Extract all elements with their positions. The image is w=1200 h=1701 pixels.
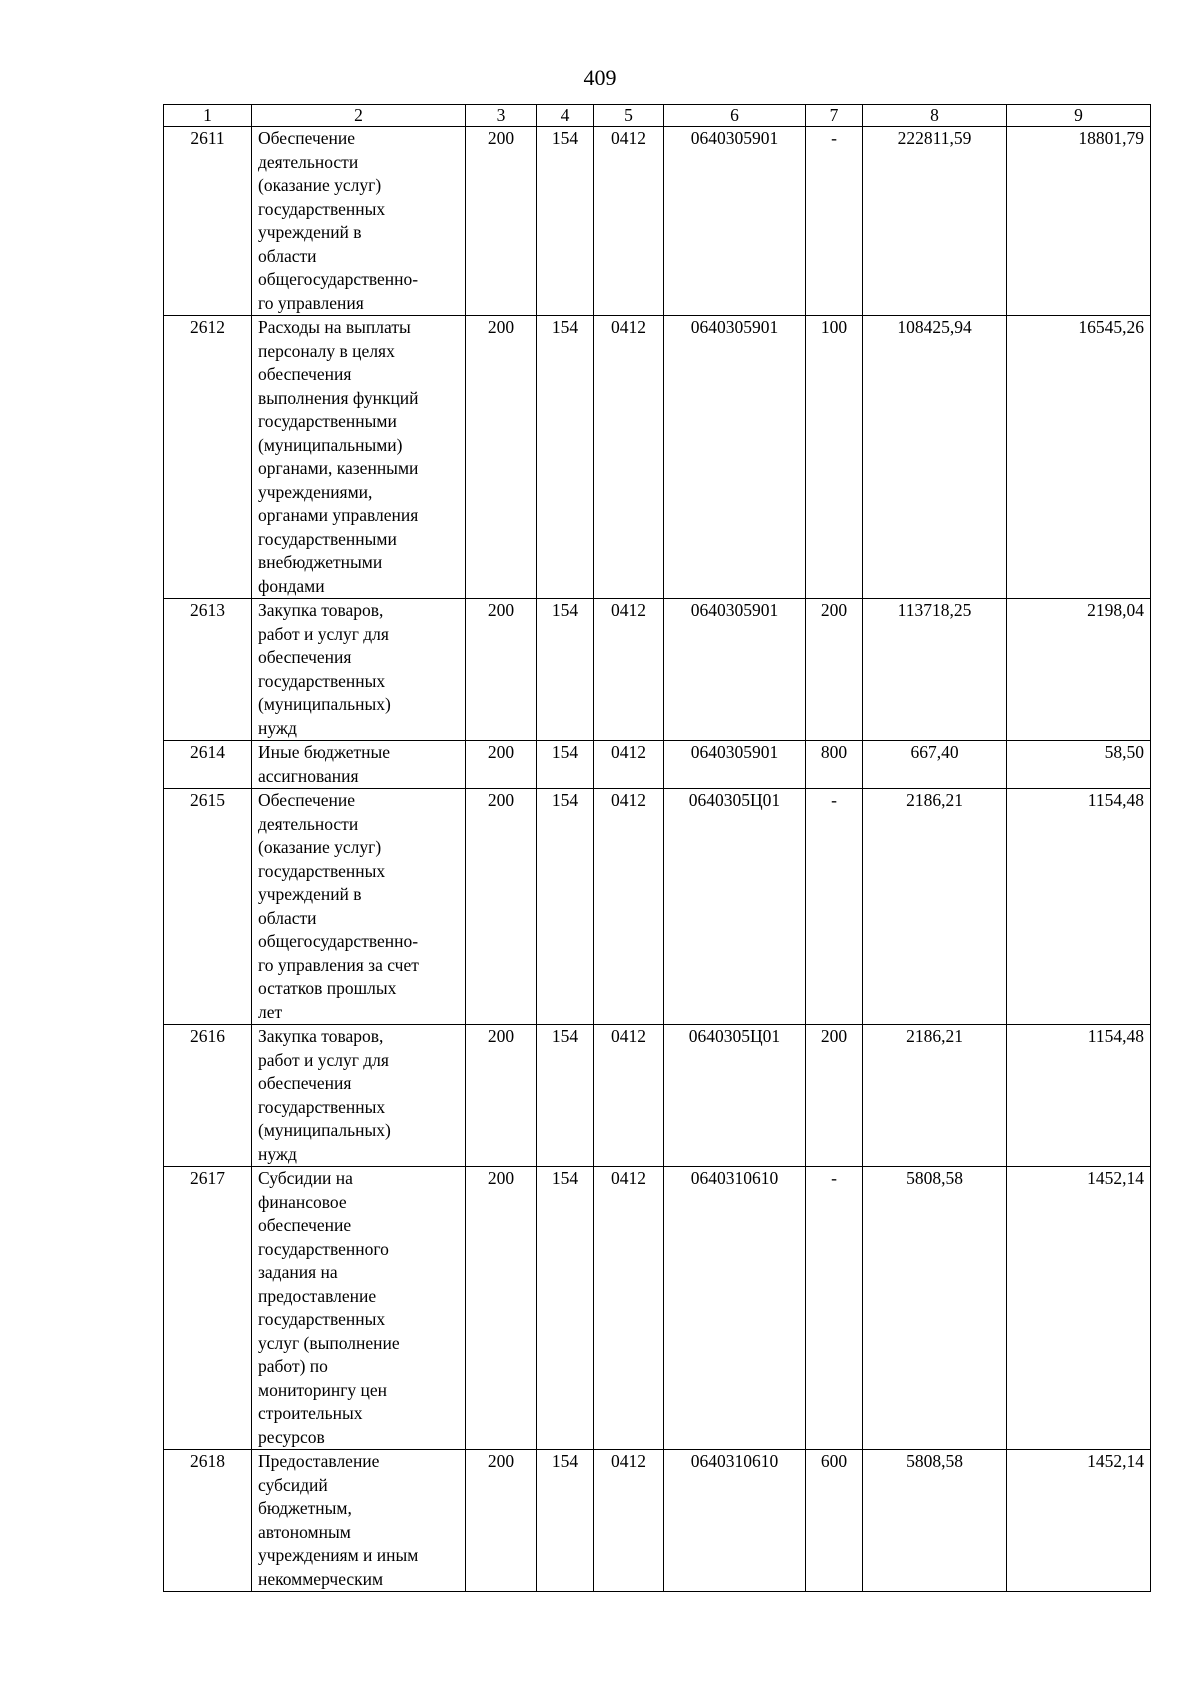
col-8-amount: 2186,21 <box>863 1025 1007 1167</box>
col-7-code: 200 <box>806 599 863 741</box>
col-5-code: 0412 <box>594 127 664 316</box>
description-text: Обеспечение деятельности (оказание услуг) государственных учреждений в области общегосударственно- го управления <box>258 128 419 313</box>
col-5-code: 0412 <box>594 599 664 741</box>
col-8-amount: 108425,94 <box>863 316 1007 599</box>
row-number: 2616 <box>164 1025 252 1167</box>
col-9-amount: 1154,48 <box>1007 789 1151 1025</box>
header-row <box>164 105 1151 127</box>
col-8-amount: 5808,58 <box>863 1167 1007 1450</box>
column-header-3: 3 <box>466 105 537 127</box>
col-3-code: 200 <box>466 1167 537 1450</box>
col-3-code: 200 <box>466 1025 537 1167</box>
col-7-code: 200 <box>806 1025 863 1167</box>
table-row <box>164 1167 1151 1450</box>
row-number: 2615 <box>164 789 252 1025</box>
col-8-amount: 222811,59 <box>863 127 1007 316</box>
row-description <box>252 741 466 789</box>
column-header-4: 4 <box>537 105 594 127</box>
description-text: Субсидии на финансовое обеспечение государственного задания на предоставление государственных услуг (выполнение работ) по мониторингу цен строительных ресурсов <box>258 1168 400 1447</box>
col-6-code: 0640305901 <box>664 599 806 741</box>
col-3-code: 200 <box>466 789 537 1025</box>
col-9-amount: 16545,26 <box>1007 316 1151 599</box>
description-text: Иные бюджетные ассигнования <box>258 742 391 786</box>
col-9-amount: 1452,14 <box>1007 1167 1151 1450</box>
col-3-code: 200 <box>466 127 537 316</box>
column-header-8: 8 <box>863 105 1007 127</box>
col-4-code: 154 <box>537 316 594 599</box>
col-4-code: 154 <box>537 1025 594 1167</box>
col-6-code: 0640305901 <box>664 127 806 316</box>
description-text: Предоставление субсидий бюджетным, автономным учреждениям и иным некоммерческим <box>258 1451 419 1589</box>
row-number: 2614 <box>164 741 252 789</box>
row-description <box>252 1025 466 1167</box>
col-7-code: - <box>806 1167 863 1450</box>
row-number: 2617 <box>164 1167 252 1450</box>
col-9-amount: 18801,79 <box>1007 127 1151 316</box>
budget-table <box>163 104 1151 1592</box>
col-3-code: 200 <box>466 741 537 789</box>
col-7-code: 100 <box>806 316 863 599</box>
column-header-6: 6 <box>664 105 806 127</box>
col-5-code: 0412 <box>594 1025 664 1167</box>
row-number: 2613 <box>164 599 252 741</box>
col-8-amount: 113718,25 <box>863 599 1007 741</box>
col-9-amount: 1154,48 <box>1007 1025 1151 1167</box>
col-4-code: 154 <box>537 599 594 741</box>
col-8-amount: 2186,21 <box>863 789 1007 1025</box>
col-5-code: 0412 <box>594 741 664 789</box>
col-6-code: 0640305901 <box>664 316 806 599</box>
col-7-code: - <box>806 127 863 316</box>
table-row <box>164 599 1151 741</box>
col-5-code: 0412 <box>594 789 664 1025</box>
col-6-code: 0640305Ц01 <box>664 1025 806 1167</box>
col-3-code: 200 <box>466 1450 537 1592</box>
col-4-code: 154 <box>537 741 594 789</box>
col-7-code: - <box>806 789 863 1025</box>
description-text: Закупка товаров, работ и услуг для обеспечения государственных (муниципальных) нужд <box>258 1026 391 1164</box>
column-header-1: 1 <box>164 105 252 127</box>
col-6-code: 0640305Ц01 <box>664 789 806 1025</box>
row-description <box>252 1450 466 1592</box>
table-row <box>164 316 1151 599</box>
col-8-amount: 667,40 <box>863 741 1007 789</box>
col-8-amount: 5808,58 <box>863 1450 1007 1592</box>
col-6-code: 0640310610 <box>664 1450 806 1592</box>
column-header-9: 9 <box>1007 105 1151 127</box>
col-5-code: 0412 <box>594 316 664 599</box>
table-row <box>164 1025 1151 1167</box>
col-5-code: 0412 <box>594 1450 664 1592</box>
table-row <box>164 127 1151 316</box>
col-5-code: 0412 <box>594 1167 664 1450</box>
table-body <box>164 127 1151 1592</box>
col-9-amount: 2198,04 <box>1007 599 1151 741</box>
table-row <box>164 741 1151 789</box>
col-7-code: 600 <box>806 1450 863 1592</box>
column-header-5: 5 <box>594 105 664 127</box>
row-description <box>252 127 466 316</box>
row-number: 2611 <box>164 127 252 316</box>
col-6-code: 0640310610 <box>664 1167 806 1450</box>
row-description <box>252 316 466 599</box>
col-6-code: 0640305901 <box>664 741 806 789</box>
col-9-amount: 1452,14 <box>1007 1450 1151 1592</box>
col-3-code: 200 <box>466 316 537 599</box>
column-header-2: 2 <box>252 105 466 127</box>
col-9-amount: 58,50 <box>1007 741 1151 789</box>
col-7-code: 800 <box>806 741 863 789</box>
column-header-7: 7 <box>806 105 863 127</box>
description-text: Расходы на выплаты персоналу в целях обеспечения выполнения функций государственными (муниципальными) органами, казенными учреждениями, органами управления государственными внебюджетными фондами <box>258 317 419 596</box>
description-text: Обеспечение деятельности (оказание услуг) государственных учреждений в области общегосударственно- го управления за счет остатков прошлых лет <box>258 790 419 1022</box>
row-number: 2612 <box>164 316 252 599</box>
col-3-code: 200 <box>466 599 537 741</box>
description-text: Закупка товаров, работ и услуг для обеспечения государственных (муниципальных) нужд <box>258 600 391 738</box>
row-number: 2618 <box>164 1450 252 1592</box>
row-description <box>252 789 466 1025</box>
col-4-code: 154 <box>537 1167 594 1450</box>
row-description <box>252 599 466 741</box>
col-4-code: 154 <box>537 789 594 1025</box>
page-number: 409 <box>583 65 617 90</box>
col-4-code: 154 <box>537 1450 594 1592</box>
row-description <box>252 1167 466 1450</box>
table-row <box>164 789 1151 1025</box>
table-row <box>164 1450 1151 1592</box>
col-4-code: 154 <box>537 127 594 316</box>
